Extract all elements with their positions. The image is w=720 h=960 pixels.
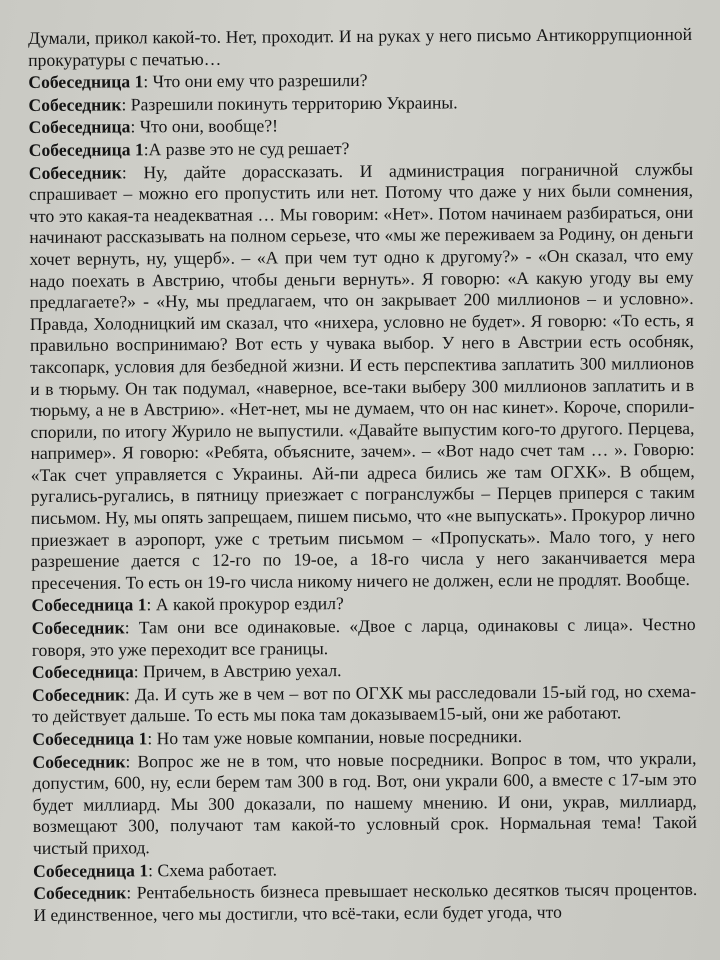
speaker-name: Собеседница [28, 116, 131, 138]
paragraph [33, 856, 697, 882]
paragraph [29, 113, 693, 139]
paragraph [32, 681, 696, 728]
speaker-name: Собеседник [31, 617, 125, 639]
utterance-text: : Ну, дайте дорассказать. И администрация пограничной службы спрашивает – можно его пропустить или нет. Потому что даже у них были сомнения, что это какая-та неадекватная … Мы говорим: «Нет». Потом начинаем разбираться, они начинают рассказывать на полном серьезе, что «мы же переживаем за Родину, он деньги хочет вернуть, ну, ущерб». – «А при чем тут одно к другому?» - «Он сказал, что ему надо поехать в Австрию, чтобы деньги вернуть». Я говорю: «А какую угоду вы ему предлагаете?» - «Ну, мы предлагаем, что он закрывает 200 миллионов – и условно». Правда, Холодницкий им сказал, что «нихера, условно не будет». Я говорю: «То есть, я правильно воспринимаю? Вот есть у чувака выбор. У него в Австрии есть особняк, таксопарк, условия для безбедной жизни. И есть перспектива заплатить 300 миллионов и в тюрьму. Он так подумал, «наверное, все-таки выберу 300 миллионов заплатить и в тюрьму, а не в Австрию». «Нет-нет, мы не думаем, что он нас кинет». Короче, спорили-спорили, по итогу Журило не выпустили. «Давайте выпустим кого-то другого. Перцева, например». Я говорю: «Ребята, объясните, зачем». – «Вот надо счет там … ». Говорю: «Так счет управляется с Украины. Ай-пи адреса бились же там ОГХК». В общем, ругались-ругались, в пятницу приезжает с погранслужбы – Перцев приперся с таким письмом. Ну, мы опять запрещаем, пишем письмо, что «не выпускать». Прокурор лично приезжает в аэропорт, уже с третьим письмом – «Пропускать». Мало того, у него разрешение дается с 12-го по 19-ое, а 18-го числа у него заканчивается мера пресечения. То есть он 19-го числа никому ничего не должен, если не продлят. Вообще. [28, 158, 696, 593]
speaker-name: Собеседница 1 [28, 71, 144, 93]
paragraph [29, 136, 693, 162]
speaker-name: Собеседник [28, 161, 122, 183]
utterance-text: : Что они ему что разрешили? [143, 70, 368, 92]
utterance-text: : Схема работает. [148, 859, 278, 880]
paragraph [28, 91, 692, 117]
paragraph [32, 748, 697, 860]
utterance-text: : Что они, вообще?! [130, 115, 279, 137]
paragraph [28, 24, 692, 71]
speaker-name: Собеседница 1 [31, 594, 147, 616]
paragraph [32, 725, 696, 751]
utterance-text: Думали, прикол какой-то. Нет, проходит. И на руках у него письмо Антикоррупционной прокуратуры с печатью… [28, 23, 693, 70]
paragraph [31, 591, 695, 617]
utterance-text: : Там они все одинаковые. «Двое с ларца, одинаковы с лица». Честно говоря, это уже переходит все границы. [31, 613, 696, 660]
utterance-text: : Причем, в Австрию уехал. [133, 660, 342, 682]
utterance-text: : Но там уже новые компании, новые посредники. [147, 725, 523, 749]
utterance-text: :А разве это не суд решает? [143, 138, 350, 160]
speaker-name: Собеседница 1 [28, 139, 144, 160]
speaker-name: Собеседница [31, 661, 134, 683]
paragraph [32, 614, 696, 661]
utterance-text: : Вопрос же не в том, что новые посредники. Вопрос в том, что украли, допустим, 600, ну, если берем там 300 в год. Вот, они украли 600, а вместе с 17-ым это будет миллиард. Мы 300 доказали, по нашему мнению. И они, украв, миллиард, возмещают 300, получают там какой-то условный срок. Нормальная тема! Такой чистый приход. [32, 747, 697, 858]
utterance-text: : Разрешили покинуть территорию Украины. [121, 92, 458, 115]
paragraph [29, 159, 696, 595]
utterance-text: : Да. И суть же в чем – вот по ОГХК мы расследовали 15-ый год, но схема-то действует дальше. То есть мы пока там доказываем15-ый, они же работают. [32, 680, 697, 727]
speaker-name: Собеседница 1 [32, 728, 148, 749]
utterance-text: : А какой прокурор ездил? [146, 593, 344, 615]
speaker-name: Собеседник [33, 882, 127, 904]
speaker-name: Собеседник [32, 751, 126, 772]
speaker-name: Собеседница 1 [33, 859, 149, 881]
speaker-name: Собеседник [28, 94, 122, 115]
paragraph [32, 658, 696, 684]
speaker-name: Собеседник [32, 684, 126, 705]
paragraph [33, 879, 697, 926]
utterance-text: : Рентабельность бизнеса превышает несколько десятков тысяч процентов. И единственное, чего мы достигли, что всё-таки, если будет угода, что [33, 879, 698, 925]
paragraph [28, 68, 692, 94]
transcript-text [28, 24, 697, 926]
